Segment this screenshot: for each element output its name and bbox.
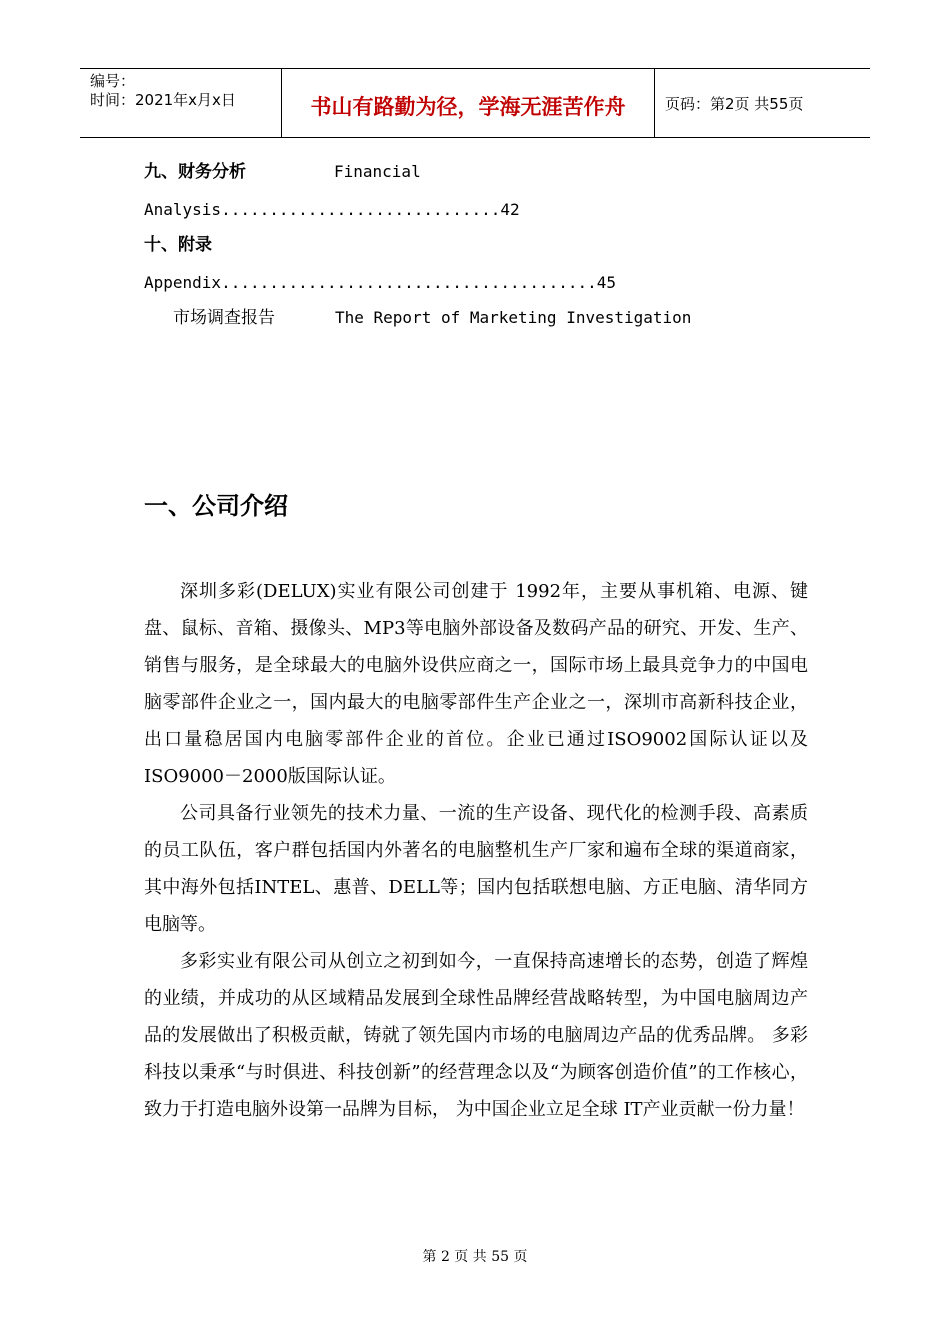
time-label: 时间：2021年x月x日 <box>90 91 236 109</box>
toc-entry-english: Financial <box>334 162 421 181</box>
paragraph: 公司具备行业领先的技术力量、一流的生产设备、现代化的检测手段、高素质的员工队伍，客户群包括国内外著名的电脑整机生产厂家和遍布全球的渠道商家， 其中海外包括INTEL、惠普、DELL等；国内包括联想电脑、方正电脑、清华同方电脑等。 <box>144 803 808 935</box>
page-footer: 第 2 页 共 55 页 <box>422 1249 528 1265</box>
report-title-en: The Report of Marketing Investigation <box>335 308 692 327</box>
report-title-cn: 市场调查报告 <box>173 308 275 328</box>
toc-entry-leader-line: Analysis.............................42 <box>144 200 520 219</box>
header-page-cell <box>655 69 870 137</box>
toc-entry-title: 九、财务分析 <box>144 162 246 182</box>
report-title <box>173 306 692 330</box>
header-motto: 书山有路勤为径，学海无涯苦作舟 <box>310 95 626 119</box>
header-table <box>80 68 870 138</box>
toc-entry-title: 十、附录 <box>144 235 212 255</box>
toc-entry-appendix <box>144 233 212 257</box>
header-motto-cell <box>282 69 655 137</box>
toc-entry-leader-line: Appendix.......................................45 <box>144 273 617 292</box>
body-text <box>144 573 808 1128</box>
header-page-info: 页码：第2页 共55页 <box>665 95 804 113</box>
section-heading: 一、公司介绍 <box>144 492 288 520</box>
paragraph: 深圳多彩(DELUX)实业有限公司创建于 1992年，主要从事机箱、电源、键盘、鼠标、音箱、摄像头、MP3等电脑外部设备及数码产品的研究、开发、生产、销售与服务，是全球最大的电脑外设供应商之一，国际市场上最具竞争力的中国电脑零部件企业之一，国内最大的电脑零部件生产企业之一，深圳市高新科技企业，出口量稳居国内电脑零部件企业的首位。企业已通过ISO9002国际认证以及ISO9000－2000版国际认证。 <box>144 581 808 787</box>
number-label: 编号： <box>90 72 136 90</box>
toc-entry-financial <box>144 160 421 184</box>
paragraph: 多彩实业有限公司从创立之初到如今，一直保持高速增长的态势，创造了辉煌的业绩，并成功的从区域精品发展到全球性品牌经营战略转型，为中国电脑周边产品的发展做出了积极贡献，铸就了领先国内市场的电脑周边产品的优秀品牌。 多彩科技以秉承“与时俱进、科技创新”的经营理念以及“为顾客创造价值”的工作核心， 致力于打造电脑外设第一品牌为目标， 为中国企业立足全球 IT产业贡献一份力量！ <box>144 951 808 1120</box>
header-info-cell <box>80 69 282 137</box>
